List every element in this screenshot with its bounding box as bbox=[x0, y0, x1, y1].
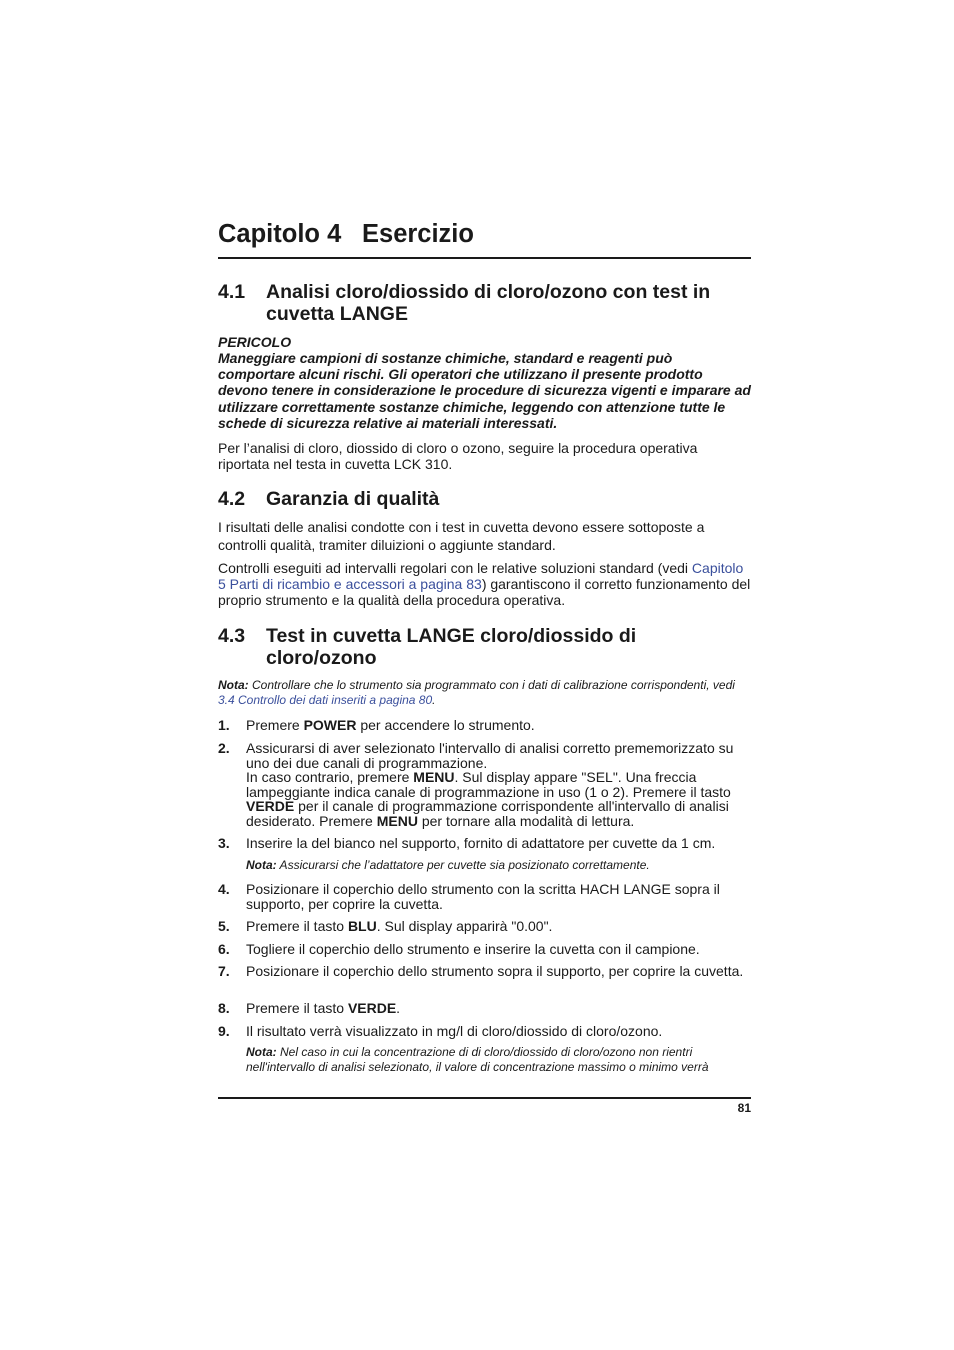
list-item bbox=[218, 919, 751, 934]
section-heading-4-3 bbox=[218, 625, 751, 669]
list-item bbox=[218, 964, 751, 979]
step-text: Il risultato verrà visualizzato in mg/l di cloro/diossido di cloro/ozono. bbox=[246, 1023, 663, 1039]
step-text: Premere il tasto VERDE. bbox=[246, 1000, 401, 1016]
text: Controlli eseguiti ad intervalli regolari con le relative soluzioni standard (vedi bbox=[218, 560, 692, 576]
page-number: 81 bbox=[737, 1101, 751, 1115]
danger-text: Maneggiare campioni di sostanze chimiche, standard e reagenti può comportare alcuni rischi. Gli operatori che utilizzano il presente prodotto devono tenere in considerazione le procedure di sicurezza vigenti e imparare ad utilizzare correttamente sostanze chimiche, leggendo con attenzione tutte le schede di sicurezza relative ai materiali interessati. bbox=[218, 350, 751, 431]
step-text: Premere POWER per accendere lo strumento. bbox=[246, 717, 535, 733]
step-number: 6. bbox=[218, 941, 230, 957]
list-item bbox=[218, 1024, 751, 1039]
list-item bbox=[218, 882, 751, 911]
note bbox=[218, 678, 751, 707]
paragraph: I risultati delle analisi condotte con i test in cuvetta devono essere sottoposte a controlli qualità, tramiter diluizioni o aggiunte standard. bbox=[218, 519, 705, 553]
text: ) garantiscono il corretto funzionamento del proprio strumento e la qualità della procedura operativa. bbox=[218, 576, 751, 609]
step-text: Togliere il coperchio dello strumento e inserire la cuvetta con il campione. bbox=[246, 941, 700, 957]
step-text: Posizionare il coperchio dello strumento sopra il supporto, per coprire la cuvetta. bbox=[246, 963, 744, 979]
list-item bbox=[218, 741, 751, 828]
section-heading-4-2 bbox=[218, 488, 751, 510]
step-number: 4. bbox=[218, 881, 230, 897]
note: Nota: Nel caso in cui la concentrazione di di cloro/diossido di cloro/ozono non rientri nell'intervallo di analisi selezionato, il valore di concentrazione massimo o minimo verrà bbox=[246, 1045, 709, 1074]
step-text: Premere il tasto BLU. Sul display apparirà "0.00". bbox=[246, 918, 553, 934]
section-title: Test in cuvetta LANGE cloro/diossido di cloro/ozono bbox=[266, 625, 637, 669]
paragraph bbox=[218, 560, 751, 609]
section-number: 4.2 bbox=[218, 488, 246, 510]
paragraph: Per l’analisi di cloro, diossido di cloro o ozono, seguire la procedura operativa riportata nel testa in cuvetta LCK 310. bbox=[218, 440, 698, 473]
section-number: 4.3 bbox=[218, 625, 246, 647]
step-number: 2. bbox=[218, 740, 230, 756]
step-text: Assicurarsi di aver selezionato l'intervallo di analisi corretto prememorizzato su uno dei due canali di programmazione. In caso contrario, premere MENU. Sul display appare "SEL". Una freccia lampeggiante indica canale di programmazione in uso (1 o 2). Premere il tasto VERDE per il canale di programmazione corrispondente all'intervallo di analisi desiderato. Premere MENU per tornare alla modalità di lettura. bbox=[246, 740, 734, 829]
danger-label: PERICOLO bbox=[218, 334, 292, 350]
list-item bbox=[218, 942, 751, 957]
cross-reference-link[interactable]: Capitolo 5 Parti di ricambio e accessori a pagina 83 bbox=[218, 560, 744, 593]
step-number: 7. bbox=[218, 963, 230, 979]
step-number: 8. bbox=[218, 1000, 230, 1016]
section-number: 4.1 bbox=[218, 281, 246, 303]
cross-reference-link[interactable]: 3.4 Controllo dei dati inseriti a pagina 80 bbox=[218, 692, 433, 707]
note: Nota: Assicurarsi che l’adattatore per cuvette sia posizionato correttamente. bbox=[246, 858, 650, 872]
step-text: Inserire la del bianco nel supporto, fornito di adattatore per cuvette da 1 cm. bbox=[246, 835, 716, 851]
section-title: Analisi cloro/diossido di cloro/ozono con test in cuvetta LANGE bbox=[266, 281, 711, 325]
section-heading-4-1 bbox=[218, 281, 751, 325]
text: Controllare che lo strumento sia programmato con i dati di calibrazione corrispondenti, vedi bbox=[248, 678, 735, 692]
chapter-title: Esercizio bbox=[362, 220, 474, 248]
chapter-heading bbox=[218, 219, 751, 249]
list-item bbox=[218, 836, 751, 851]
bottom-rule bbox=[218, 1097, 751, 1099]
step-number: 1. bbox=[218, 717, 230, 733]
chapter-number: Capitolo 4 bbox=[218, 220, 342, 248]
list-item bbox=[218, 1001, 751, 1016]
step-number: 3. bbox=[218, 835, 230, 851]
note-label: Nota: bbox=[218, 678, 249, 692]
step-text: Posizionare il coperchio dello strumento con la scritta HACH LANGE sopra il supporto, per coprire la cuvetta. bbox=[246, 881, 720, 912]
section-title: Garanzia di qualità bbox=[266, 488, 440, 510]
list-item bbox=[218, 718, 751, 733]
step-number: 5. bbox=[218, 918, 230, 934]
text: . bbox=[432, 692, 436, 707]
step-number: 9. bbox=[218, 1023, 230, 1039]
top-rule bbox=[218, 257, 751, 259]
